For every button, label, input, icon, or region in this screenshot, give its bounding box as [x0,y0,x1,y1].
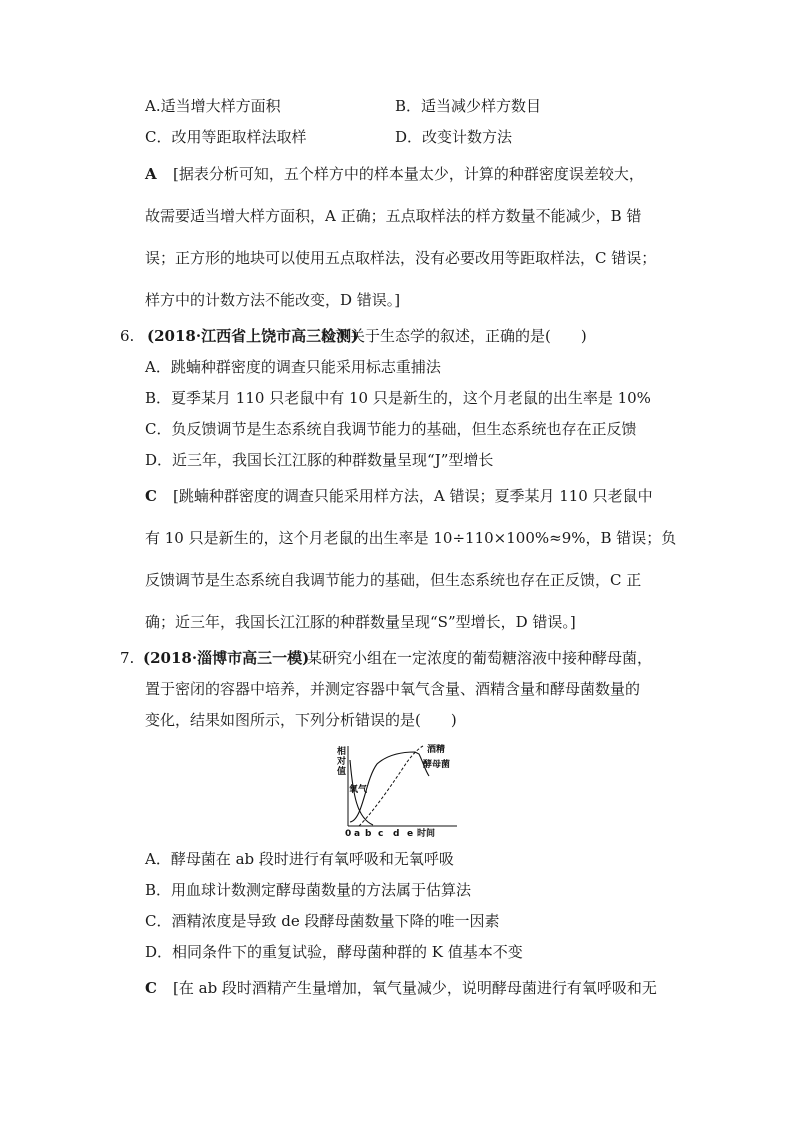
q5-explanation-line-1: [据表分析可知，五个样方中的样本量太少，计算的种群密度误差较大， [173,165,644,183]
q6-explanation-line-3: 反馈调节是生态系统自我调节能力的基础，但生态系统也存在正反馈，C 正 [145,571,642,589]
q5-option-b: B．适当减少样方数目 [395,97,542,115]
q5-explanation-line-3: 误；正方形的地块可以使用五点取样法，没有必要改用等距取样法，C 错误； [145,249,657,267]
q5-explanation-line-2: 故需要适当增大样方面积，A 正确；五点取样法的样方数量不能减少，B 错 [145,207,642,225]
q7-option-d: D．相同条件下的重复试验，酵母菌种群的 K 值基本不变 [145,943,523,961]
q6-option-a: A．跳蝻种群密度的调查只能采用标志重捕法 [145,358,441,376]
q6-stem: 以下关于生态学的叙述，正确的是( ) [320,327,587,345]
q6-number: 6. [120,327,135,345]
q5-option-d: D．改变计数方法 [395,128,513,146]
q7-option-a: A．酵母菌在 ab 段时进行有氧呼吸和无氧呼吸 [145,850,454,868]
yeast-label: 酵母菌 [423,760,451,770]
q7-answer-letter: C [145,979,157,997]
alcohol-curve [359,746,423,826]
q7-stem-line-2: 置于密闭的容器中培养，并测定容器中氧气含量、酒精含量和酵母菌数量的 [145,680,641,698]
q5-option-a: A.适当增大样方面积 [145,97,281,115]
q6-answer-letter: C [145,487,157,505]
q6-option-c: C．负反馈调节是生态系统自我调节能力的基础，但生态系统也存在正反馈 [145,420,637,438]
q6-source: (2018·江西省上饶市高三检测) [147,327,359,345]
tick-a: a [354,829,361,839]
q7-number: 7. [120,649,135,667]
q6-option-d: D．近三年，我国长江江豚的种群数量呈现“J”型增长 [145,451,494,469]
x-axis-label: 时间 [417,829,436,839]
tick-b: b [365,829,372,839]
q7-option-b: B．用血球计数测定酵母菌数量的方法属于估算法 [145,881,472,899]
q5-explanation-line-4: 样方中的计数方法不能改变，D 错误。] [145,291,401,309]
q7-stem-line-3: 变化，结果如图所示，下列分析错误的是( ) [145,711,457,729]
q7-figure-graph [335,740,465,840]
q7-option-c: C．酒精浓度是导致 de 段酵母菌数量下降的唯一因素 [145,912,500,930]
q5-option-c: C．改用等距取样法取样 [145,128,307,146]
q7-stem-line-1: 某研究小组在一定浓度的葡萄糖溶液中接种酵母菌， [307,649,653,667]
q7-source: (2018·淄博市高三一模) [143,649,310,667]
alcohol-label: 酒精 [427,745,446,755]
q5-answer-letter: A [145,165,157,183]
y-axis-label: 相 对 值 [337,747,347,777]
tick-e: e [407,829,414,839]
oxygen-label: 氧气 [349,785,368,795]
tick-d: d [393,829,400,839]
q7-figure [335,740,465,840]
q6-explanation-line-1: [跳蝻种群密度的调查只能采用样方法，A 错误；夏季某月 110 只老鼠中 [173,487,653,505]
tick-c: c [378,829,384,839]
q7-explanation-line-1: [在 ab 段时酒精产生量增加，氧气量减少，说明酵母菌进行有氧呼吸和无 [173,979,657,997]
origin-label: 0 [345,829,352,839]
q6-option-b: B．夏季某月 110 只老鼠中有 10 只是新生的，这个月老鼠的出生率是 10% [145,389,651,407]
q6-explanation-line-4: 确；近三年，我国长江江豚的种群数量呈现“S”型增长，D 错误。] [145,613,576,631]
q6-explanation-line-2: 有 10 只是新生的，这个月老鼠的出生率是 10÷110×100%≈9%，B 错误；负 [145,529,677,547]
